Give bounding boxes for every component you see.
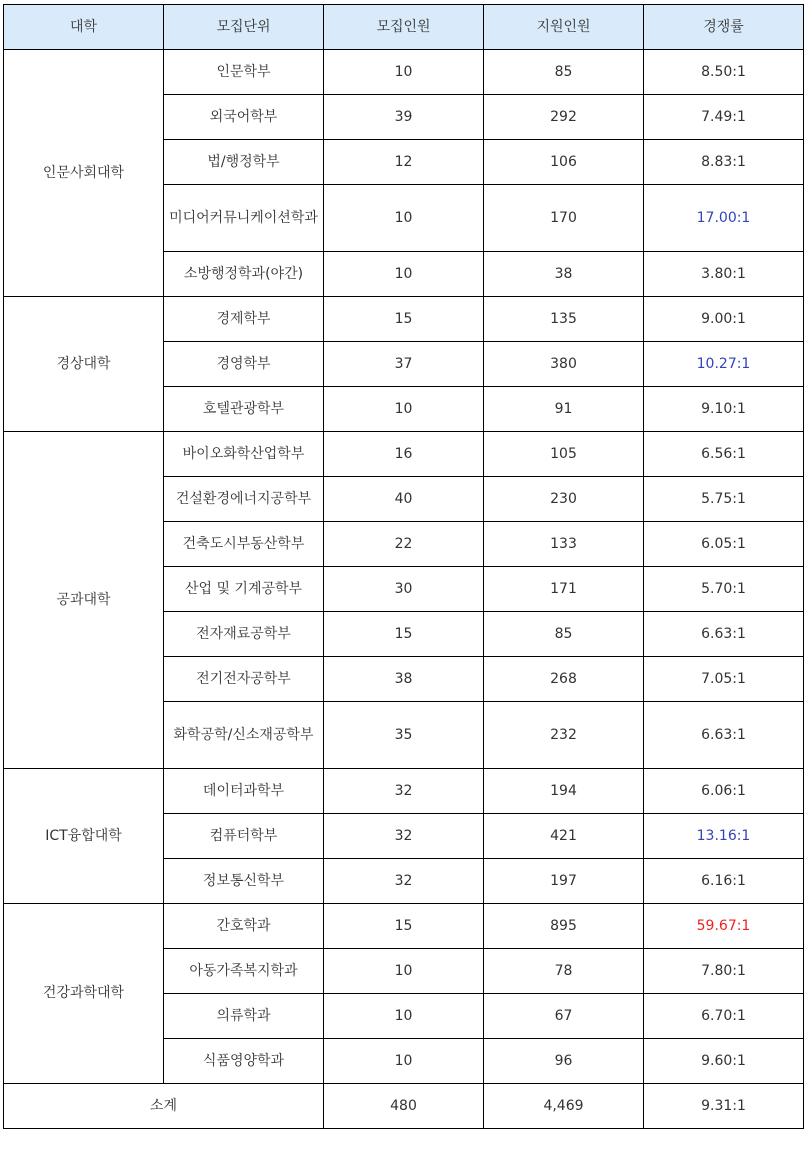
quota-cell: 30 xyxy=(324,567,484,612)
unit-cell: 데이터과학부 xyxy=(164,769,324,814)
ratio-cell: 6.63:1 xyxy=(644,612,804,657)
ratio-cell: 9.00:1 xyxy=(644,297,804,342)
header-college: 대학 xyxy=(4,5,164,50)
header-applicants: 지원인원 xyxy=(484,5,644,50)
applicants-cell: 96 xyxy=(484,1039,644,1084)
college-cell: 공과대학 xyxy=(4,432,164,769)
header-row xyxy=(4,5,804,50)
table-row xyxy=(4,50,804,95)
ratio-cell: 8.83:1 xyxy=(644,140,804,185)
ratio-cell: 6.05:1 xyxy=(644,522,804,567)
unit-cell: 간호학과 xyxy=(164,904,324,949)
quota-cell: 32 xyxy=(324,859,484,904)
ratio-cell-highlight: 13.16:1 xyxy=(644,814,804,859)
unit-cell: 건축도시부동산학부 xyxy=(164,522,324,567)
quota-cell: 38 xyxy=(324,657,484,702)
quota-cell: 16 xyxy=(324,432,484,477)
quota-cell: 10 xyxy=(324,387,484,432)
quota-cell: 37 xyxy=(324,342,484,387)
total-row xyxy=(4,1084,804,1129)
college-cell: 인문사회대학 xyxy=(4,50,164,297)
ratio-cell-highlight: 17.00:1 xyxy=(644,185,804,252)
total-applicants: 4,469 xyxy=(484,1084,644,1129)
unit-cell: 화학공학/신소재공학부 xyxy=(164,702,324,769)
unit-cell: 경제학부 xyxy=(164,297,324,342)
unit-cell: 아동가족복지학과 xyxy=(164,949,324,994)
header-ratio: 경쟁률 xyxy=(644,5,804,50)
quota-cell: 40 xyxy=(324,477,484,522)
table-row xyxy=(4,297,804,342)
quota-cell: 10 xyxy=(324,994,484,1039)
quota-cell: 35 xyxy=(324,702,484,769)
unit-cell: 소방행정학과(야간) xyxy=(164,252,324,297)
applicants-cell: 194 xyxy=(484,769,644,814)
ratio-cell: 6.06:1 xyxy=(644,769,804,814)
table-row xyxy=(4,432,804,477)
unit-cell: 의류학과 xyxy=(164,994,324,1039)
total-ratio: 9.31:1 xyxy=(644,1084,804,1129)
applicants-cell: 91 xyxy=(484,387,644,432)
unit-cell: 경영학부 xyxy=(164,342,324,387)
applicants-cell: 133 xyxy=(484,522,644,567)
applicants-cell: 292 xyxy=(484,95,644,140)
ratio-cell: 6.70:1 xyxy=(644,994,804,1039)
quota-cell: 15 xyxy=(324,297,484,342)
quota-cell: 10 xyxy=(324,1039,484,1084)
quota-cell: 32 xyxy=(324,769,484,814)
applicants-cell: 105 xyxy=(484,432,644,477)
ratio-cell-highlight: 10.27:1 xyxy=(644,342,804,387)
unit-cell: 미디어커뮤니케이션학과 xyxy=(164,185,324,252)
ratio-cell: 5.70:1 xyxy=(644,567,804,612)
applicants-cell: 170 xyxy=(484,185,644,252)
ratio-cell-highlight-red: 59.67:1 xyxy=(644,904,804,949)
unit-cell: 전기전자공학부 xyxy=(164,657,324,702)
total-label: 소계 xyxy=(4,1084,324,1129)
quota-cell: 10 xyxy=(324,50,484,95)
unit-cell: 식품영양학과 xyxy=(164,1039,324,1084)
quota-cell: 15 xyxy=(324,612,484,657)
applicants-cell: 380 xyxy=(484,342,644,387)
header-quota: 모집인원 xyxy=(324,5,484,50)
college-cell: ICT융합대학 xyxy=(4,769,164,904)
applicants-cell: 171 xyxy=(484,567,644,612)
ratio-cell: 9.60:1 xyxy=(644,1039,804,1084)
college-cell: 경상대학 xyxy=(4,297,164,432)
unit-cell: 컴퓨터학부 xyxy=(164,814,324,859)
applicants-cell: 268 xyxy=(484,657,644,702)
applicants-cell: 135 xyxy=(484,297,644,342)
applicants-cell: 106 xyxy=(484,140,644,185)
quota-cell: 32 xyxy=(324,814,484,859)
table-row xyxy=(4,904,804,949)
applicants-cell: 78 xyxy=(484,949,644,994)
ratio-cell: 5.75:1 xyxy=(644,477,804,522)
applicants-cell: 421 xyxy=(484,814,644,859)
applicants-cell: 895 xyxy=(484,904,644,949)
applicants-cell: 232 xyxy=(484,702,644,769)
ratio-cell: 7.80:1 xyxy=(644,949,804,994)
unit-cell: 정보통신학부 xyxy=(164,859,324,904)
quota-cell: 10 xyxy=(324,185,484,252)
quota-cell: 10 xyxy=(324,252,484,297)
header-unit: 모집단위 xyxy=(164,5,324,50)
quota-cell: 15 xyxy=(324,904,484,949)
quota-cell: 22 xyxy=(324,522,484,567)
quota-cell: 39 xyxy=(324,95,484,140)
applicants-cell: 197 xyxy=(484,859,644,904)
quota-cell: 12 xyxy=(324,140,484,185)
ratio-cell: 9.10:1 xyxy=(644,387,804,432)
applicants-cell: 230 xyxy=(484,477,644,522)
unit-cell: 전자재료공학부 xyxy=(164,612,324,657)
ratio-cell: 8.50:1 xyxy=(644,50,804,95)
unit-cell: 건설환경에너지공학부 xyxy=(164,477,324,522)
ratio-cell: 3.80:1 xyxy=(644,252,804,297)
table-header xyxy=(4,5,804,50)
ratio-cell: 7.49:1 xyxy=(644,95,804,140)
unit-cell: 외국어학부 xyxy=(164,95,324,140)
applicants-cell: 38 xyxy=(484,252,644,297)
ratio-cell: 6.56:1 xyxy=(644,432,804,477)
table-row xyxy=(4,769,804,814)
quota-cell: 10 xyxy=(324,949,484,994)
ratio-cell: 6.63:1 xyxy=(644,702,804,769)
applicants-cell: 85 xyxy=(484,50,644,95)
unit-cell: 호텔관광학부 xyxy=(164,387,324,432)
ratio-cell: 6.16:1 xyxy=(644,859,804,904)
unit-cell: 법/행정학부 xyxy=(164,140,324,185)
applicants-cell: 85 xyxy=(484,612,644,657)
unit-cell: 산업 및 기계공학부 xyxy=(164,567,324,612)
table-body xyxy=(4,50,804,1129)
admission-competition-table xyxy=(3,4,804,1129)
unit-cell: 바이오화학산업학부 xyxy=(164,432,324,477)
total-quota: 480 xyxy=(324,1084,484,1129)
ratio-cell: 7.05:1 xyxy=(644,657,804,702)
college-cell: 건강과학대학 xyxy=(4,904,164,1084)
applicants-cell: 67 xyxy=(484,994,644,1039)
unit-cell: 인문학부 xyxy=(164,50,324,95)
